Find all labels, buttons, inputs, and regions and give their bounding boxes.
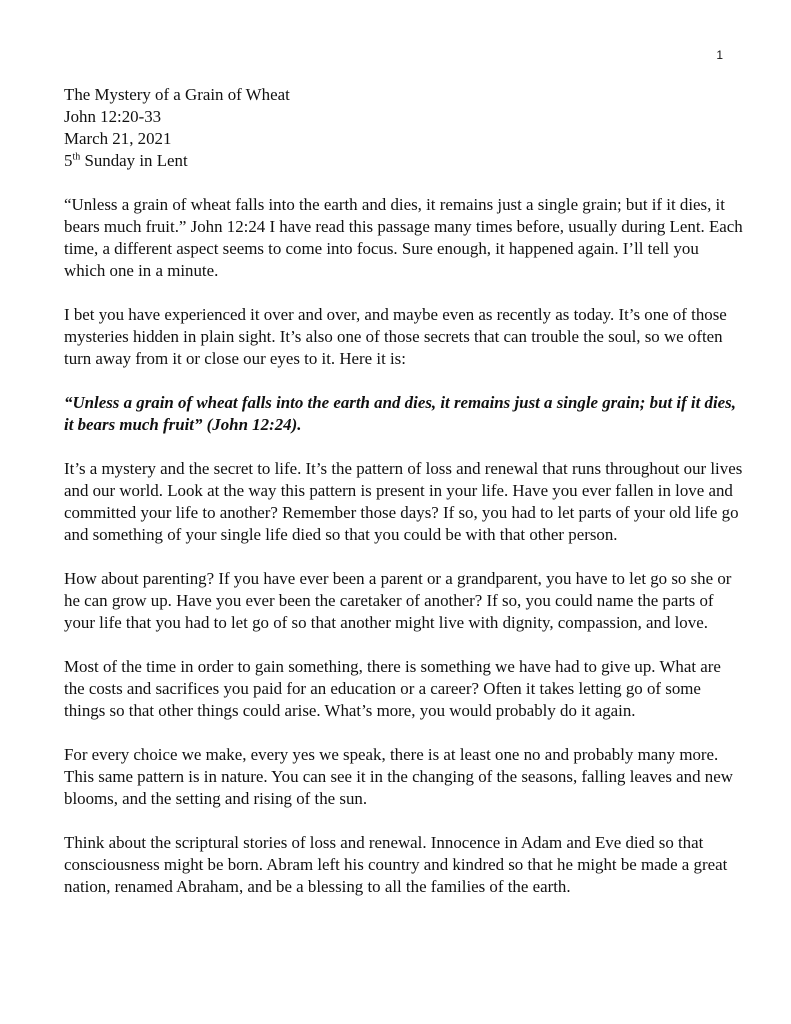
sermon-header — [64, 84, 744, 172]
liturgical-occasion — [64, 150, 744, 172]
scripture-quote: “Unless a grain of wheat falls into the earth and dies, it remains just a single grain; but if it dies, it bears much fruit” (John 12:24). — [64, 393, 736, 434]
paragraph-5: How about parenting? If you have ever been a parent or a grandparent, you have to let go so she or he can grow up. Have you ever been the caretaker of another? If so, you could name the parts of your life that you had to let go of so that another might live with dignity, compassion, and love. — [64, 569, 732, 632]
paragraph-4: It’s a mystery and the secret to life. It’s the pattern of loss and renewal that runs throughout our lives and our world. Look at the way this pattern is present in your life. Have you ever fallen in love and committed your life to another? Remember those days? If so, you had to let parts of your old life go and something of your single life died so that you could be with that other person. — [64, 459, 743, 544]
page-number: 1 — [716, 48, 723, 62]
document-body — [64, 84, 744, 920]
occasion-rest: Sunday in Lent — [80, 151, 188, 170]
occasion-suffix: th — [72, 151, 81, 163]
occasion-number: 5 — [64, 151, 73, 170]
scripture-reference: John 12:20-33 — [64, 107, 162, 126]
sermon-title: The Mystery of a Grain of Wheat — [64, 85, 290, 104]
paragraph-2: I bet you have experienced it over and over, and maybe even as recently as today. It’s one of those mysteries hidden in plain sight. It’s also one of those secrets that can trouble the soul, so we often turn away from it or close our eyes to it. Here it is: — [64, 305, 727, 368]
paragraph-8: Think about the scriptural stories of loss and renewal. Innocence in Adam and Eve died so that consciousness might be born. Abram left his country and kindred so that he might be made a great nation, renamed Abraham, and be a blessing to all the families of the earth. — [64, 833, 728, 896]
paragraph-6: Most of the time in order to gain something, there is something we have had to give up. What are the costs and sacrifices you paid for an education or a career? Often it takes letting go of some things so that other things could arise. What’s more, you would probably do it again. — [64, 657, 721, 720]
paragraph-7: For every choice we make, every yes we speak, there is at least one no and probably many more. This same pattern is in nature. You can see it in the changing of the seasons, falling leaves and new blooms, and the setting and rising of the sun. — [64, 745, 733, 808]
sermon-date: March 21, 2021 — [64, 129, 172, 148]
paragraph-1: “Unless a grain of wheat falls into the earth and dies, it remains just a single grain; but if it dies, it bears much fruit.” John 12:24 I have read this passage many times before, usually during Lent. Each time, a different aspect seems to come into focus. Sure enough, it happened again. I’ll tell you which one in a minute. — [64, 195, 743, 280]
